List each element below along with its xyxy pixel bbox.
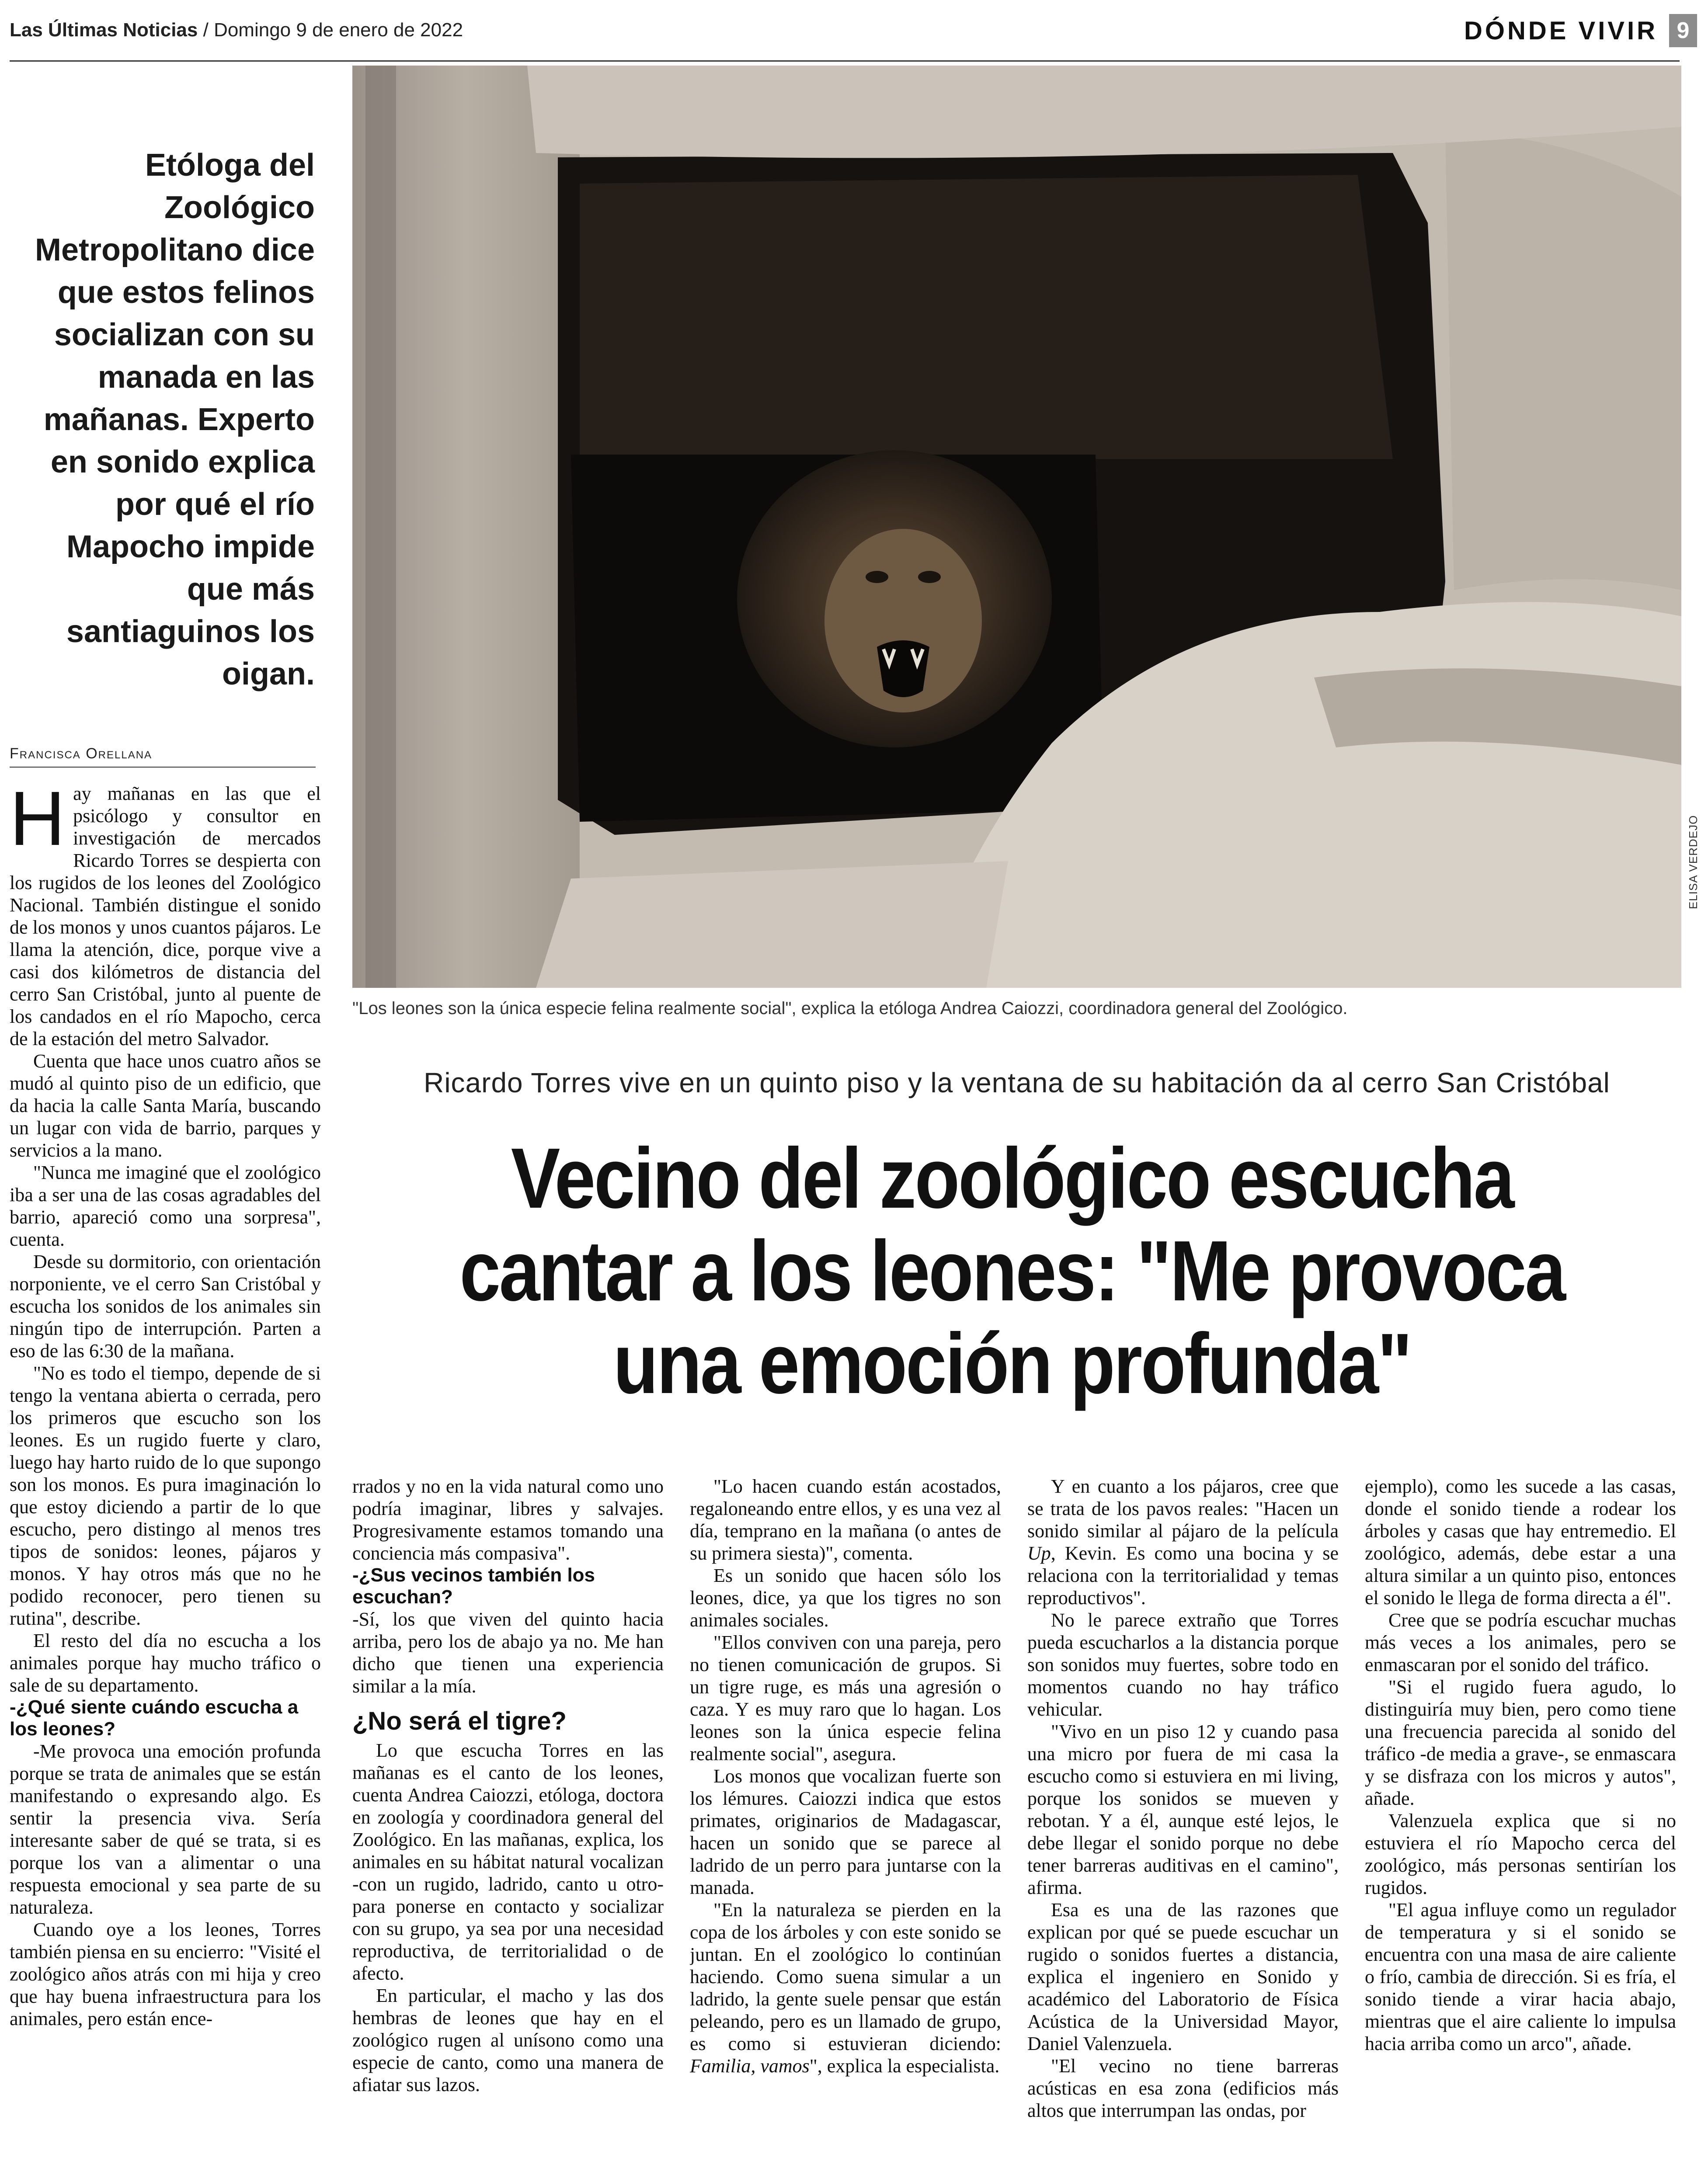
article-paragraph: "Si el rugido fuera agudo, lo distinguiría muy bien, pero como tiene una frecuencia parecida al sonido del tráfico -de media a grave-, se enmascara y se disfraza con los micros y autos", añade. (1365, 1676, 1676, 1809)
article-paragraph: Es un sonido que hacen sólo los leones, dice, ya que los tigres no son animales sociales. (690, 1565, 1001, 1631)
subheading: ¿No será el tigre? (352, 1707, 567, 1735)
article-column-4 (1027, 1475, 1339, 2166)
lion-photo (352, 66, 1681, 988)
article-paragraph: "El vecino no tiene barreras acústicas en esa zona (edificios más altos que interrumpan las ondas, por (1027, 2055, 1339, 2121)
lion-eye-left (866, 571, 888, 583)
article-paragraph: "El agua influye como un regulador de temperatura y si el sonido se encuentra con una masa de aire caliente o frío, cambia de dirección. Si es fría, el sonido tiende a virar hacia abajo, mientras que el aire caliente lo impulsa hacia arriba como un arco", añade. (1365, 1899, 1676, 2054)
masthead (10, 19, 463, 41)
film-title: Up (1027, 1543, 1051, 1564)
article-paragraph: Los monos que vocalizan fuerte son los lémures. Caiozzi indica que estos primates, originarios de Madagascar, hacen un sonido que se parece al ladrido de un perro para juntarse con la manada. (690, 1765, 1001, 1898)
article-paragraph: El resto del día no escucha a los animales porque hay mucho tráfico o sale de su departamento. (10, 1630, 321, 1696)
article-paragraph: "No es todo el tiempo, depende de si tengo la ventana abierta o cerrada, pero los primeros que escucho son los leones. Es un rugido fuerte y claro, luego hay harto ruido de lo que supongo son los monos. Es pura imaginación lo que estoy diciendo a partir de lo que escucho, pero distingo al menos tres tipos de sonidos: leones, pájaros y monos. Y hay otros más que no he podido reconocer, pero tienen su rutina", describe. (10, 1362, 321, 1629)
quoted-phrase: Familia, vamos (690, 2055, 810, 2077)
section-tag (1464, 13, 1697, 48)
lede-summary: Etóloga del Zoológico Metropolitano dice que estos felinos socializan con su manada en las mañanas. Experto en sonido explica por qué el río Mapocho impide que más santiaguinos los oigan. (35, 148, 315, 691)
article-paragraph: Cuenta que hace unos cuatro años se mudó al quinto piso de un edificio, que da hacia la calle Santa María, buscando un lugar con vida de barrio, parques y servicios a la mano. (10, 1050, 321, 1161)
article-column-5 (1365, 1475, 1676, 2166)
article-paragraph (10, 782, 321, 1050)
article-paragraph: ejemplo), como les sucede a las casas, donde el sonido tiende a rodear los árboles y casas que hay entremedio. El zoológico, además, debe estar a una altura similar a un quinto piso, entonces el sonido le llega de forma directa a él". (1365, 1476, 1676, 1609)
headline: Vecino del zoológico escucha cantar a los leones: "Me provoca una emoción profunda" (459, 1130, 1565, 1411)
paragraph-text: ", explica la especialista. (809, 2055, 1000, 2077)
paragraph-text: Y en cuanto a los pájaros, cree que se trata de los pavos reales: "Hacen un sonido similar al pájaro de la película (1027, 1476, 1339, 1542)
publication-name: Las Últimas Noticias (10, 19, 198, 41)
cave-shadow (580, 175, 1393, 459)
article-paragraph: Cree que se podría escuchar muchas más veces a los animales, pero se enmascaran por el sonido del tráfico. (1365, 1609, 1676, 1675)
page-header (10, 13, 1697, 61)
article-paragraph (1027, 1475, 1339, 1609)
interview-question: -¿Sus vecinos también los escuchan? (352, 1564, 595, 1608)
article-paragraph: "Nunca me imaginé que el zoológico iba a ser una de las cosas agradables del barrio, apareció como una sorpresa", cuenta. (10, 1162, 321, 1250)
article-column-2 (352, 1475, 664, 2166)
article-paragraph: rrados y no en la vida natural como uno podría imaginar, libres y salvajes. Progresivamente estamos tomando una conciencia más compasiva". (352, 1476, 664, 1564)
article-column-1 (10, 782, 321, 2164)
lion-in-cave-illustration (352, 66, 1681, 988)
page-number: 9 (1669, 14, 1697, 47)
rock-crack (365, 66, 396, 988)
byline: Francisca Orellana (10, 745, 316, 768)
article-paragraph: En particular, el macho y las dos hembras de leones que hay en el zoológico rugen al unísono como una especie de canto, como una manera de afiatar sus lazos. (352, 1985, 664, 2095)
article-paragraph: "Lo hacen cuando están acostados, regaloneando entre ellos, y es una vez al día, temprano en la mañana (o antes de su primera siesta)", comenta. (690, 1476, 1001, 1564)
section-name: DÓNDE VIVIR (1464, 16, 1658, 45)
article-paragraph: -Sí, los que viven del quinto hacia arriba, pero los de abajo ya no. Me han dicho que tienen una experiencia similar a la mía. (352, 1609, 664, 1697)
issue-date: Domingo 9 de enero de 2022 (214, 19, 463, 41)
paragraph-text: "En la naturaleza se pierden en la copa de los árboles y con este sonido se juntan. En el zoológico lo continúan haciendo. Como suena simular a un ladrido, la gente suele pensar que están peleando, pero es un llamado de grupo, es como si estuvieran diciendo: (690, 1899, 1001, 2054)
header-rule (10, 60, 1680, 62)
article-paragraph: Valenzuela explica que si no estuviera el río Mapocho cerca del zoológico, más personas sentirían los rugidos. (1365, 1810, 1676, 1898)
lion-eye-right (918, 571, 941, 583)
right-rock-wall (1445, 131, 1681, 590)
kicker: Ricardo Torres vive en un quinto piso y la ventana de su habitación da al cerro San Cristóbal (424, 1067, 1610, 1098)
article-paragraph: Desde su dormitorio, con orientación norponiente, ve el cerro San Cristóbal y escucha los sonidos de los animales sin ningún tipo de interrupción. Parten a eso de las 6:30 de la mañana. (10, 1251, 321, 1362)
paragraph-text: , Kevin. Es como una bocina y se relaciona con la territorialidad y temas reproductivos". (1027, 1543, 1339, 1609)
header-separator: / (198, 19, 214, 41)
article-paragraph: Esa es una de las razones que explican por qué se puede escuchar un rugido o sonidos fuertes a distancia, explica el ingeniero en Sonido y académico del Laboratorio de Física Acústica de la Universidad Mayor, Daniel Valenzuela. (1027, 1899, 1339, 2054)
article-column-3 (690, 1475, 1001, 2166)
interview-question: -¿Qué siente cuándo escucha a los leones? (10, 1696, 299, 1740)
article-paragraph: -Me provoca una emoción profunda porque se trata de animales que se están manifestando o expresando algo. Es sentir la presencia viva. Sería interesante saber de qué se trata, si es porque los van a alimentar o una respuesta emocional y sea parte de su naturaleza. (10, 1741, 321, 1918)
drop-cap: H (10, 782, 66, 862)
article-paragraph: "Ellos conviven con una pareja, pero no tienen comunicación de grupos. Si un tigre ruge, es más una agresión o caza. Y es muy raro que lo hagan. Los leones son la única especie felina realmente social", asegura. (690, 1632, 1001, 1765)
article-paragraph (690, 1899, 1001, 2077)
article-paragraph: Cuando oye a los leones, Torres también piensa en su encierro: "Visité el zoológico años atrás con mi hija y creo que hay buena infraestructura para los animales, pero están ence- (10, 1919, 321, 2029)
article-paragraph: Lo que escucha Torres en las mañanas es el canto de los leones, cuenta Andrea Caiozzi, etóloga, doctora en zoología y coordinadora general del Zoológico. En las mañanas, explica, los animales en su hábitat natural vocalizan -con un rugido, ladrido, canto u otro- para ponerse en contacto y socializar con su grupo, ya sea por una necesidad reproductiva, de territorialidad o de afecto. (352, 1740, 664, 1984)
photo-credit: ELISA VERDEJO (1687, 815, 1700, 909)
article-paragraph: "Vivo en un piso 12 y cuando pasa una micro por fuera de mi casa la escucho como si estuviera en mi living, porque los sonidos se mueven y rebotan. Y a él, aunque esté lejos, le debe llegar el sonido porque no debe tener barreras auditivas en el camino", afirma. (1027, 1721, 1339, 1898)
ground-stones (536, 861, 1008, 988)
photo-caption: "Los leones son la única especie felina realmente social", explica la etóloga Andrea Caiozzi, coordinadora general del Zoológico. (352, 999, 1348, 1018)
article-paragraph: No le parece extraño que Torres pueda escucharlos a la distancia porque son sonidos muy fuertes, sobre todo en momentos cuando no hay tráfico vehicular. (1027, 1609, 1339, 1720)
paragraph-text: ay mañanas en las que el psicólogo y consultor en investigación de mercados Ricardo Torres se despierta con los rugidos de los leones del Zoológico Nacional. También distingue el sonido de los monos y unos cuantos pájaros. Le llama la atención, dice, porque vive a casi dos kilómetros de distancia del cerro San Cristóbal, junto al puente de los candados en el río Mapocho, cerca de la estación del metro Salvador. (10, 783, 321, 1049)
